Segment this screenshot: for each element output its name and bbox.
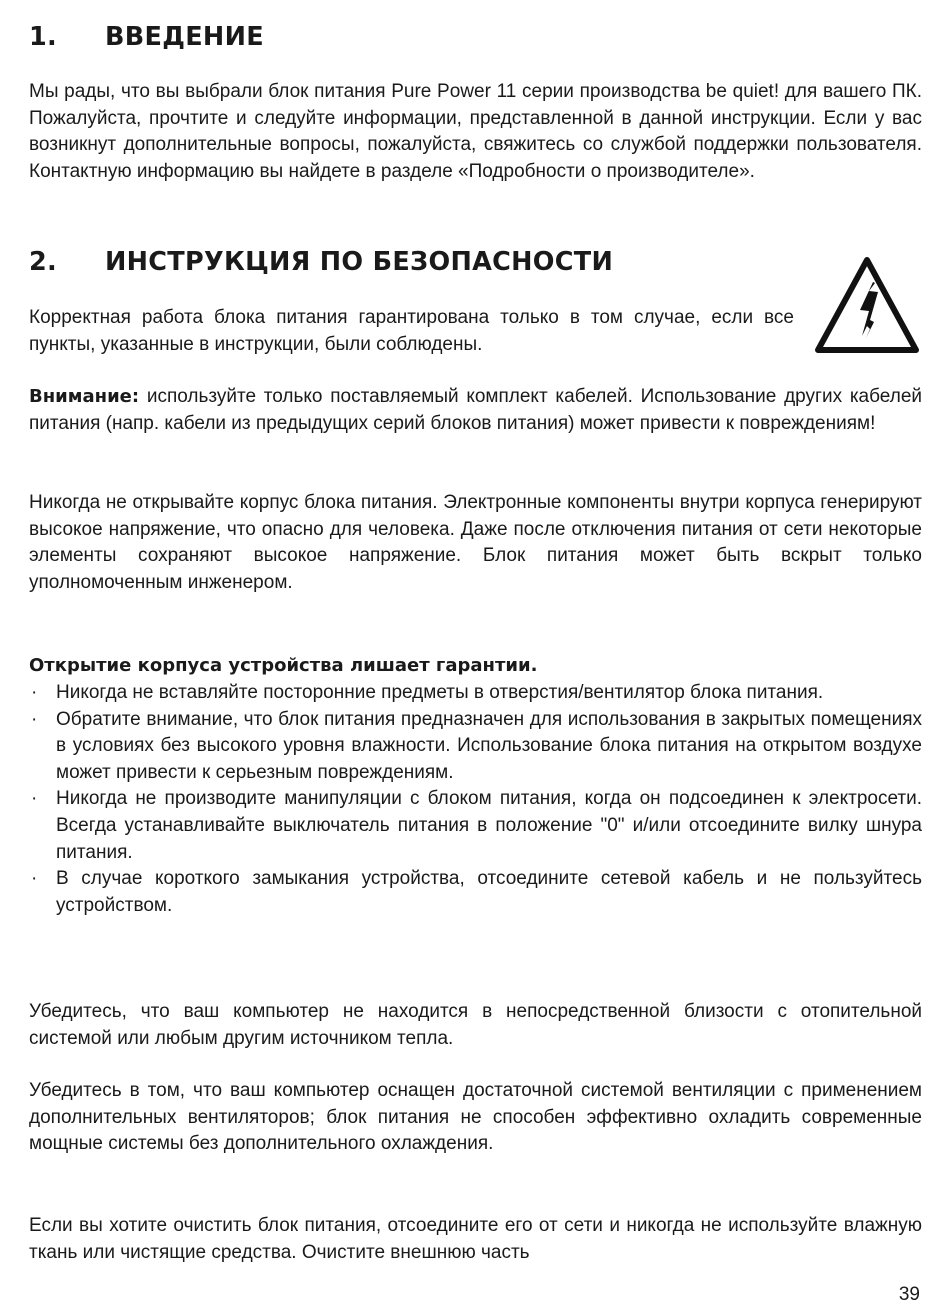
list-item-text: Никогда не производите манипуляции с блоком питания, когда он подсоединен к электросети. Всегда устанавливайте выключатель питания в положение "0" и/или отсоедините вилку шнура питания. — [56, 788, 922, 863]
list-item-text: В случае короткого замыкания устройства, отсоедините сетевой кабель и не пользуйтесь устройством. — [56, 868, 922, 916]
safety-intro-paragraph: Корректная работа блока питания гарантирована только в том случае, если все пункты, указанные в инструкции, были соблюдены. — [29, 307, 794, 355]
heat-source-paragraph: Убедитесь, что ваш компьютер не находится в непосредственной близости с отопительной системой или любым другим источником тепла. — [29, 1001, 922, 1049]
section-1-title: ВВЕДЕНИЕ — [105, 22, 264, 52]
section-2-heading — [29, 247, 613, 277]
high-voltage-warning-icon — [812, 254, 922, 358]
section-2-number: 2. — [29, 247, 58, 277]
list-item — [29, 707, 922, 787]
cleaning-paragraph: Если вы хотите очистить блок питания, отсоедините его от сети и никогда не используйте влажную ткань или чистящие средства. Очистите внешнюю часть — [29, 1215, 922, 1263]
do-not-open-paragraph: Никогда не открывайте корпус блока питания. Электронные компоненты внутри корпуса генерируют высокое напряжение, что опасно для человека. Даже после отключения питания от сети некоторые элементы сохраняют высокое напряжение. Блок питания может быть вскрыт только уполномоченным инженером. — [29, 492, 922, 593]
safety-bullet-list — [29, 680, 922, 919]
section-1-heading — [29, 22, 264, 52]
list-item-text: Никогда не вставляйте посторонние предметы в отверстия/вентилятор блока питания. — [56, 682, 824, 703]
intro-paragraph: Мы рады, что вы выбрали блок питания Pure Power 11 серии производства be quiet! для вашего ПК. Пожалуйста, прочтите и следуйте информации, представленной в данной инструкции. Если у вас возникнут дополнительные вопросы, пожалуйста, свяжитесь со службой поддержки пользователя. Контактную информацию вы найдете в разделе «Подробности о производителе». — [29, 81, 922, 182]
warranty-heading: Открытие корпуса устройства лишает гарантии. — [29, 655, 538, 676]
list-item — [29, 866, 922, 919]
cable-warning-paragraph — [29, 384, 922, 437]
list-item — [29, 680, 922, 707]
warning-label: Внимание: — [29, 386, 140, 407]
page-number: 39 — [898, 1284, 920, 1305]
bullet-glyph: · — [31, 708, 38, 730]
bullet-glyph: · — [31, 868, 38, 890]
list-item-text: Обратите внимание, что блок питания предназначен для использования в закрытых помещениях в условиях без высокого уровня влажности. Использование блока питания на открытом воздухе может привести к серьезным повреждениям. — [56, 708, 922, 783]
bullet-glyph: · — [31, 788, 38, 810]
bullet-glyph: · — [31, 682, 38, 703]
section-2-title: ИНСТРУКЦИЯ ПО БЕЗОПАСНОСТИ — [105, 247, 614, 277]
warning-text: используйте только поставляемый комплект кабелей. Использование других кабелей питания (напр. кабели из предыдущих серий блоков питания) может привести к повреждениям! — [29, 386, 922, 434]
ventilation-paragraph: Убедитесь в том, что ваш компьютер оснащен достаточной системой вентиляции с применением дополнительных вентиляторов; блок питания не способен эффективно охладить современные мощные системы без дополнительного охлаждения. — [29, 1080, 922, 1155]
list-item — [29, 786, 922, 866]
section-1-number: 1. — [29, 22, 58, 52]
